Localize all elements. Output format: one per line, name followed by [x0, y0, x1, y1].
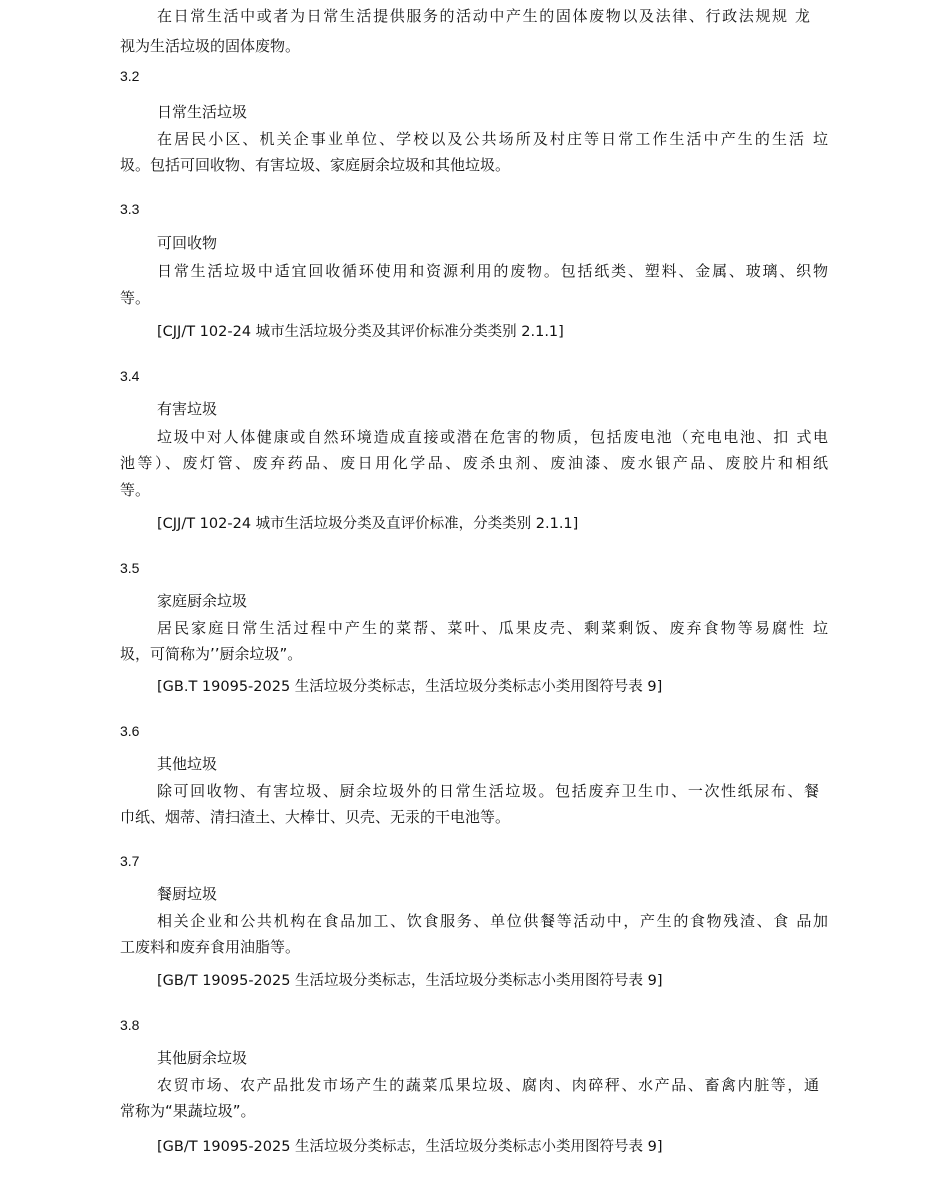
definition-line: 等。	[120, 481, 151, 499]
term-heading: 有害垃圾	[157, 400, 218, 418]
section-number: 3.7	[120, 853, 140, 869]
definition-line: 农贸市场、农产品批发市场产生的蔬菜瓜果垃圾、腐肉、肉碎秤、水产品、畜禽内脏等，通	[157, 1076, 819, 1094]
term-heading: 可回收物	[157, 234, 218, 252]
definition-line: 等。	[120, 289, 151, 307]
definition-line: 圾，可简称为’’厨余垃圾”。	[120, 645, 303, 663]
section-number: 3.4	[120, 368, 140, 384]
term-heading: 其他垃圾	[157, 755, 218, 773]
term-heading: 餐厨垃圾	[157, 885, 218, 903]
section-number: 3.3	[120, 201, 140, 217]
section-number: 3.2	[120, 68, 140, 84]
definition-line: 居民家庭日常生活过程中产生的菜帮、菜叶、瓜果皮壳、剩菜剩饭、废弃食物等易腐性 垃	[157, 619, 828, 637]
definition-line: 相关企业和公共机构在食品加工、饮食服务、单位供餐等活动中，产生的食物残渣、食 品加	[157, 912, 828, 930]
intro-line-2: 视为生活垃圾的固体废物。	[120, 37, 301, 55]
definition-line: 巾纸、烟蒂、清扫渣土、大棒廿、贝壳、无汞的干电池等。	[120, 808, 511, 826]
definition-line: 常称为“果蔬垃圾”。	[120, 1102, 256, 1120]
reference-citation: [GB.T 19095-2025 生活垃圾分类标志，生活垃圾分类标志小类用图符号表 9]	[157, 679, 663, 695]
reference-citation: [CJJ/T 102-24 城市生活垃圾分类及直评价标准，分类类别 2.1.1]	[157, 516, 579, 532]
reference-citation: [CJJ/T 102-24 城市生活垃圾分类及其评价标准分类类别 2.1.1]	[157, 324, 564, 340]
definition-line: 在居民小区、机关企事业单位、学校以及公共场所及村庄等日常工作生活中产生的生活 垃	[157, 130, 828, 148]
definition-line: 工废料和废弃食用油脂等。	[120, 938, 301, 956]
definition-line: 垃圾中对人体健康或自然环境造成直接或潜在危害的物质，包括废电池（充电电池、扣 式电	[157, 428, 828, 446]
reference-citation: [GB/T 19095-2025 生活垃圾分类标志，生活垃圾分类标志小类用图符号表 9]	[157, 1139, 663, 1155]
reference-citation: [GB/T 19095-2025 生活垃圾分类标志，生活垃圾分类标志小类用图符号表 9]	[157, 973, 663, 989]
intro-line-1: 在日常生活中或者为日常生活提供服务的活动中产生的固体废物以及法律、行政法规规 龙	[157, 7, 810, 25]
section-number: 3.6	[120, 723, 140, 739]
term-heading: 日常生活垃圾	[157, 103, 248, 121]
definition-line: 日常生活垃圾中适宜回收循环使用和资源利用的废物。包括纸类、塑料、金属、玻璃、织物	[157, 262, 828, 280]
definition-line: 圾。包括可回收物、有害垃圾、家庭厨余垃圾和其他垃圾。	[120, 156, 511, 174]
definition-line: 除可回收物、有害垃圾、厨余垃圾外的日常生活垃圾。包括废弃卫生巾、一次性纸尿布、餐	[157, 782, 819, 800]
term-heading: 其他厨余垃圾	[157, 1049, 248, 1067]
section-number: 3.8	[120, 1017, 140, 1033]
definition-line: 池等）、废灯管、废弃药品、废日用化学品、废杀虫剂、废油漆、废水银产品、废胶片和相纸	[120, 454, 828, 472]
section-number: 3.5	[120, 560, 140, 576]
term-heading: 家庭厨余垃圾	[157, 592, 248, 610]
